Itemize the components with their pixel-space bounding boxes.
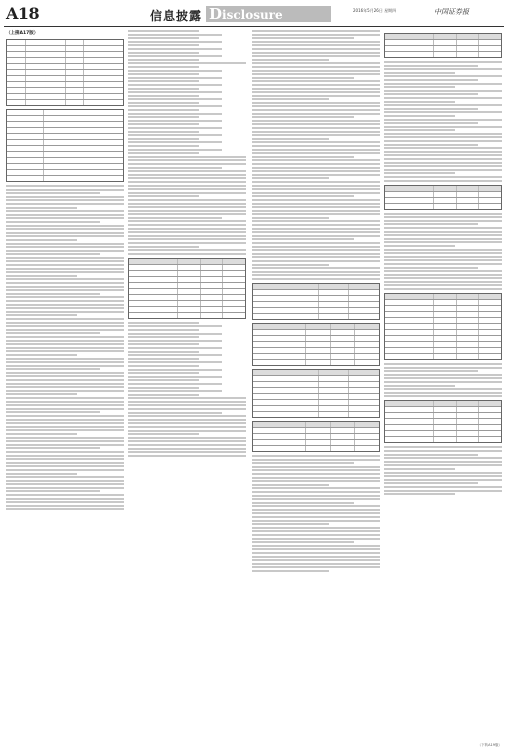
column-3	[252, 30, 380, 744]
section-en-rest: isclosure	[222, 8, 283, 22]
section-english-banner	[206, 6, 331, 22]
footer-note-line: （下转A19版）	[477, 743, 502, 747]
column-1	[6, 30, 124, 744]
col4-balance-table	[384, 293, 502, 360]
col4-text-block-mid	[384, 213, 502, 290]
col4-table-top	[384, 33, 502, 58]
col3-text-block-top	[252, 30, 380, 280]
col3-table-1	[252, 283, 380, 320]
col4-text-block-top	[384, 61, 502, 182]
col4-text-block-lower	[384, 363, 502, 397]
col3-table-4	[252, 421, 380, 452]
col3-text-block-bottom	[252, 455, 380, 572]
col2-text-block-top	[128, 30, 246, 255]
continuation-note	[478, 743, 502, 747]
col3-table-3	[252, 369, 380, 418]
header-rule	[4, 26, 504, 27]
column-2	[128, 30, 246, 744]
newspaper-name: 中国证券报	[434, 8, 469, 16]
col2-text-block-bottom	[128, 322, 246, 457]
col4-table-bottom	[384, 400, 502, 443]
page-number: A18	[6, 4, 40, 23]
issue-date: 2016年5月26日 星期四	[353, 8, 397, 13]
col4-table-mid	[384, 185, 502, 210]
col1-text-block	[6, 185, 124, 510]
page-header	[0, 0, 508, 26]
column-4	[384, 30, 502, 744]
col4-text-block-bottom	[384, 446, 502, 495]
section-title: 信息披露	[150, 9, 203, 23]
col3-table-2	[252, 323, 380, 366]
definitions-table	[6, 39, 124, 106]
section-en-initial: D	[209, 5, 223, 23]
company-info-table	[6, 109, 124, 182]
col2-financial-table	[128, 258, 246, 319]
continuation-label: （上接A17版）	[6, 31, 39, 36]
